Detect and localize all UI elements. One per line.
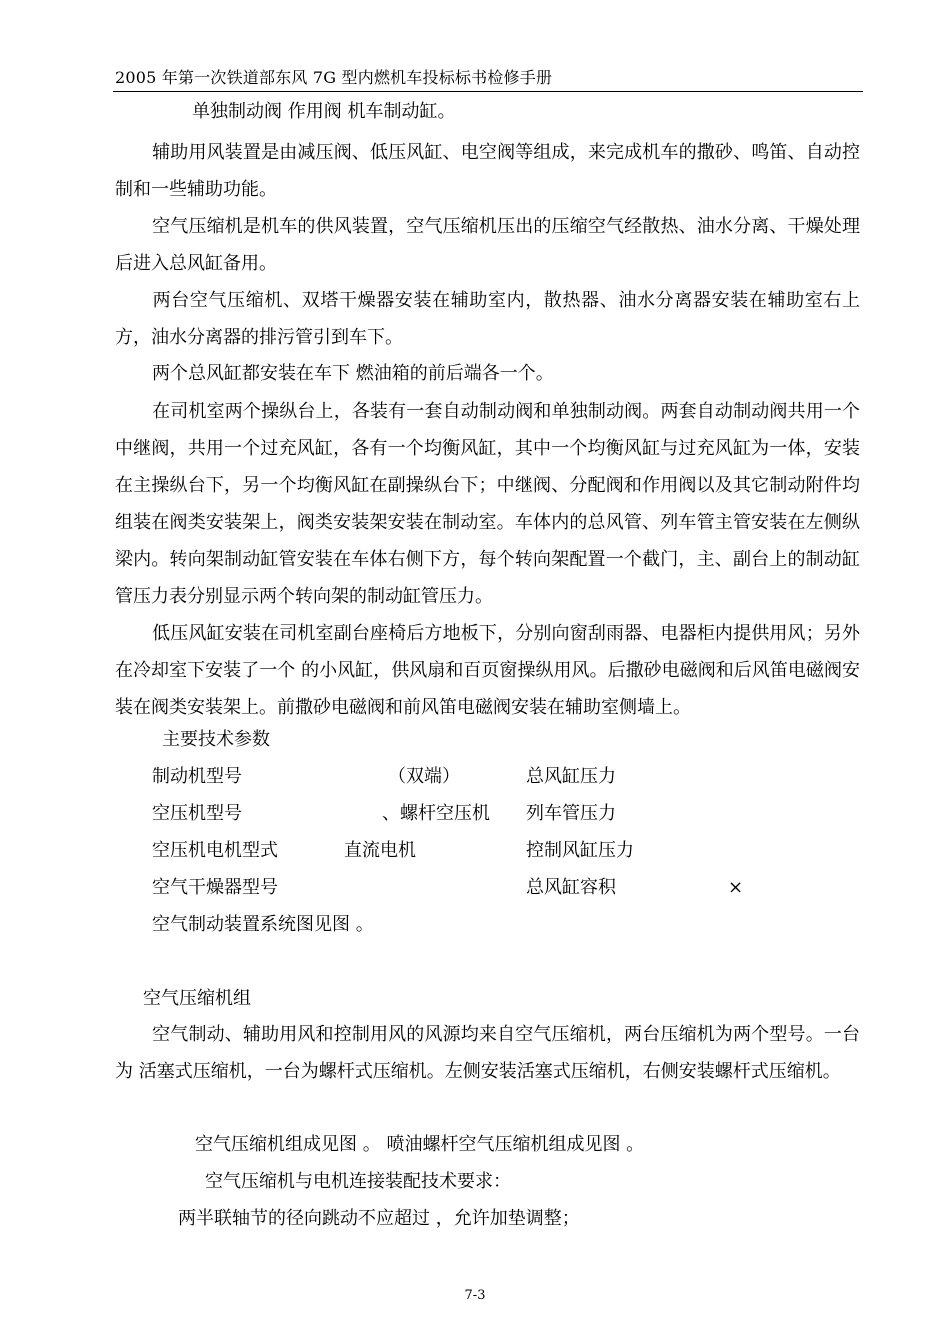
text-line-main-reservoirs: 两个总风缸都安装在车下 燃油箱的前后端各一个。: [152, 363, 554, 384]
paragraph-text: 在司机室两个操纵台上，各装有一套自动制动阀和单独制动阀。两套自动制动阀共用一个中继阀，共用一个过充风缸，各有一个均衡风缸，其中一个均衡风缸与过充风缸为一体，安装在主操纵台下，另一个均衡风缸在副操纵台下；中继阀、分配阀和作用阀以及其它制动附件均组装在阀类安装架上，阀类安装架安装在制动室。车体内的总风管、列车管主管安装在左侧纵梁内。转向架制动缸管安装在车体右侧下方，每个转向架配置一个截门，主、副台上的制动缸管压力表分别显示两个转向架的制动缸管压力。: [115, 401, 860, 607]
paragraph-air-compressor: [115, 208, 860, 282]
paragraph-auxiliary-air: [115, 134, 860, 208]
section-heading-params: 主要技术参数: [162, 729, 270, 750]
param-value: 、螺杆空压机: [382, 803, 490, 824]
param-value: ×: [728, 877, 744, 898]
param-label: 总风缸压力: [526, 766, 616, 787]
running-header: 2005 年第一次铁道部东风 7G 型内燃机车投标标书检修手册: [115, 68, 553, 87]
param-label: 制动机型号: [152, 766, 242, 787]
text-line-brake-valves: 单独制动阀 作用阀 机车制动缸。: [192, 101, 456, 122]
paragraph-cab-brake: [115, 393, 860, 615]
page-number: 7-3: [464, 1288, 486, 1303]
param-label: 空压机型号: [152, 803, 242, 824]
paragraph-text: 辅助用风装置是由减压阀、低压风缸、电空阀等组成，来完成机车的撒砂、鸣笛、自动控制和一些辅助功能。: [115, 142, 860, 200]
text-line-compressor-figures: 空气压缩机组成见图 。 喷油螺杆空气压缩机组成见图 。: [195, 1134, 645, 1155]
text-line-assembly-requirements: 空气压缩机与电机连接装配技术要求：: [205, 1171, 511, 1192]
paragraph-text: 空气制动、辅助用风和控制用风的风源均来自空气压缩机，两台压缩机为两个型号。一台为 活塞式压缩机，一台为螺杆式压缩机。左侧安装活塞式压缩机，右侧安装螺杆式压缩机。: [115, 1024, 860, 1082]
param-label: 总风缸容积: [526, 877, 616, 898]
paragraph-text: 空气压缩机是机车的供风装置，空气压缩机压出的压缩空气经散热、油水分离、干燥处理后进入总风缸备用。: [115, 216, 860, 274]
param-label: 空气干燥器型号: [152, 877, 278, 898]
param-label: 控制风缸压力: [526, 840, 634, 861]
paragraph-low-pressure: [115, 615, 860, 726]
section-heading-compressor-unit: 空气压缩机组: [143, 988, 251, 1009]
paragraph-two-compressors: [115, 282, 860, 356]
param-label: 空压机电机型式: [152, 840, 278, 861]
header-rule: [113, 91, 863, 92]
param-label: 列车管压力: [526, 803, 616, 824]
text-line-system-figure: 空气制动装置系统图见图 。: [152, 914, 374, 935]
paragraph-compressor-source: [115, 1016, 860, 1090]
text-line-requirement-1: 两半联轴节的径向跳动不应超过 ，允许加垫调整；: [178, 1208, 580, 1229]
paragraph-text: 低压风缸安装在司机室副台座椅后方地板下，分别向窗刮雨器、电器柜内提供用风；另外在冷却室下安装了一个 的小风缸，供风扇和百页窗操纵用风。后撒砂电磁阀和后风笛电磁阀安装在阀类安装架上。前撒砂电磁阀和前风笛电磁阀安装在辅助室侧墙上。: [115, 623, 860, 718]
param-value: 直流电机: [344, 840, 416, 861]
param-value: （双端）: [388, 766, 460, 787]
paragraph-text: 两台空气压缩机、双塔干燥器安装在辅助室内，散热器、油水分离器安装在辅助室右上方，油水分离器的排污管引到车下。: [115, 290, 860, 348]
